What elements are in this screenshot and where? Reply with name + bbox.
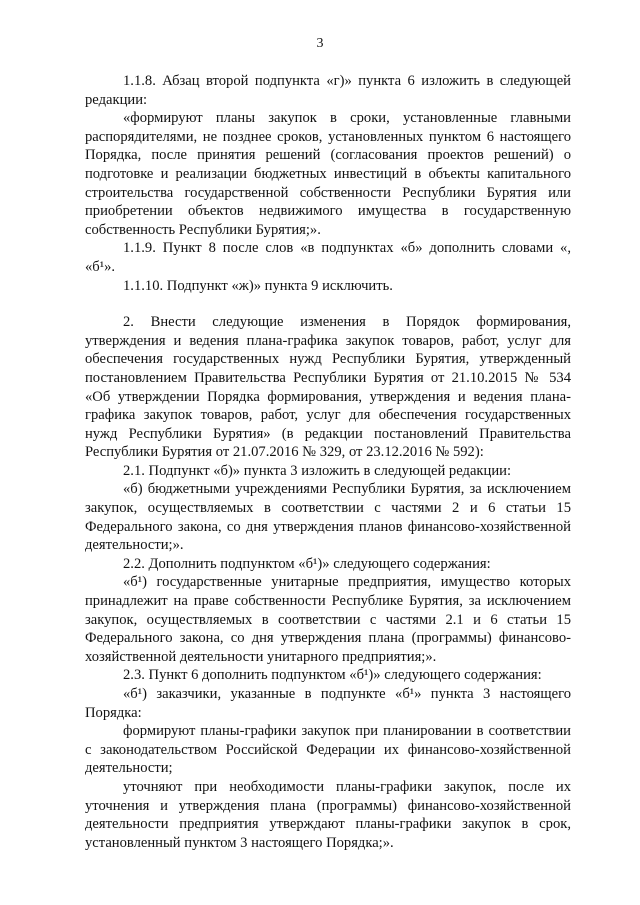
paragraph-quote-purchase-plans: «формируют планы закупок в сроки, установленные главными распорядителями, не позднее сроков, установленных пунктом 6 настоящего Порядка, после принятия решений (согласования проектов решений) о подготовке и реализации бюджетных инвестиций в объекты капитального строительства государственной собственности Республики Бурятия или приобретении объектов недвижимого имущества в государственную собственность Республики Бурятия;». xyxy=(85,110,571,238)
paragraph-2-1: 2.1. Подпункт «б)» пункта 3 изложить в следующей редакции: xyxy=(123,462,511,479)
paragraph-quote-budget-institutions: «б) бюджетными учреждениями Республики Бурятия, за исключением закупок, осуществляемых в соответствии с частями 2 и 6 статьи 15 Федерального закона, со дня утверждения планов финансово-хозяйственной деятельности;». xyxy=(85,481,571,554)
page-number: 3 xyxy=(316,36,324,51)
paragraph-1-1-8: 1.1.8. Абзац второй подпункта «г)» пункта 6 изложить в следующей редакции: xyxy=(85,73,571,108)
paragraph-quote-customers: «б¹) заказчики, указанные в подпункте «б¹» пункта 3 настоящего Порядка: xyxy=(85,686,571,721)
paragraph-form-schedules: формируют планы-графики закупок при планировании в соответствии с законодательством Российской Федерации их финансово-хозяйственной деятельности; xyxy=(85,723,571,777)
paragraph-2-2: 2.2. Дополнить подпунктом «б¹)» следующего содержания: xyxy=(123,555,491,572)
paragraph-quote-unitary-enterprises: «б¹) государственные унитарные предприятия, имущество которых принадлежит на праве собственности Республике Бурятия, за исключением закупок, осуществляемых в соответствии с частями 2.1 и 6 статьи 15 Федерального закона, со дня утверждения плана (программы) финансово-хозяйственной деятельности унитарного предприятия;». xyxy=(85,574,571,665)
document-body xyxy=(85,72,571,852)
paragraph-2-3: 2.3. Пункт 6 дополнить подпунктом «б¹)» следующего содержания: xyxy=(123,667,542,684)
paragraph-1-1-9: 1.1.9. Пункт 8 после слов «в подпунктах «б» дополнить словами «, «б¹». xyxy=(85,240,571,275)
paragraph-update-schedules: уточняют при необходимости планы-графики закупок, после их уточнения и утверждения плана (программы) финансово-хозяйственной деятельности предприятия утверждают планы-графики закупок в срок, установленный пунктом 3 настоящего Порядка;». xyxy=(85,778,571,851)
paragraph-1-1-10: 1.1.10. Подпункт «ж)» пункта 9 исключить. xyxy=(123,277,393,294)
paragraph-2: 2. Внести следующие изменения в Порядок формирования, утверждения и ведения плана-графика закупок товаров, работ, услуг для обеспечения государственных нужд Республики Бурятия, утвержденный постановлением Правительства Республики Бурятия от 21.10.2015 № 534 «Об утверждении Порядка формирования, утверждения и ведения плана-графика закупок товаров, работ, услуг для обеспечения государственных нужд Республики Бурятия» (в редакции постановлений Правительства Республики Бурятия от 21.07.2016 № 329, от 23.12.2016 № 592): xyxy=(85,314,571,461)
